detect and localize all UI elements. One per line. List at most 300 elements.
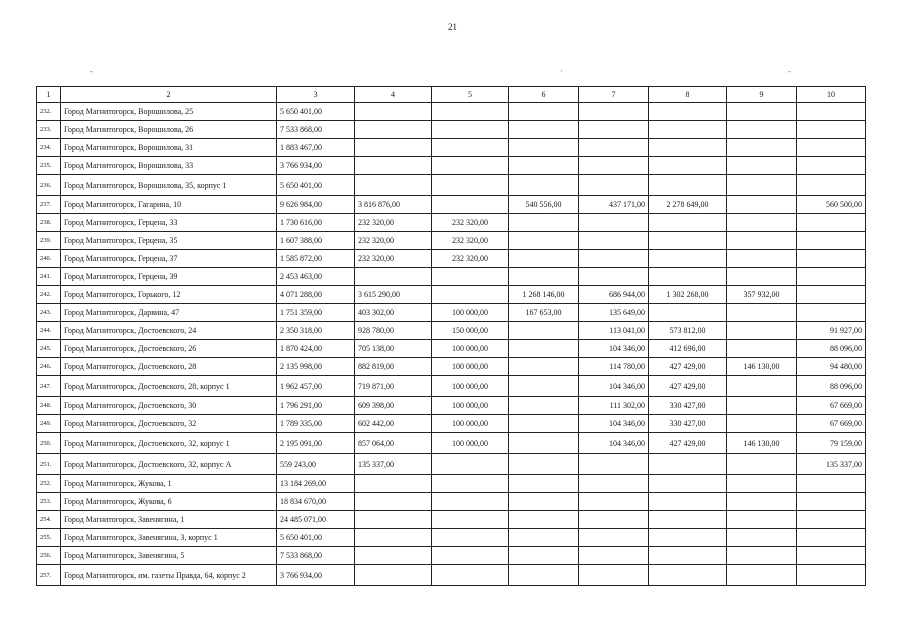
col3-cell: 2 350 318,00	[277, 322, 355, 340]
col3-cell: 5 650 401,00	[277, 175, 355, 196]
header-cell: 3	[277, 87, 355, 103]
data-table	[36, 86, 866, 586]
col6-cell	[509, 529, 579, 547]
col5-cell	[432, 196, 509, 214]
col9-cell	[727, 415, 797, 433]
col8-cell	[649, 547, 727, 565]
col6-cell	[509, 547, 579, 565]
row-number: 241.	[37, 268, 61, 286]
col9-cell	[727, 565, 797, 586]
col9-cell	[727, 454, 797, 475]
row-number: 254.	[37, 511, 61, 529]
col5-cell: 100 000,00	[432, 340, 509, 358]
col3-cell: 1 607 388,00	[277, 232, 355, 250]
address-cell: Город Магнитогорск, Завенягина, 5	[61, 547, 277, 565]
col6-cell	[509, 322, 579, 340]
header-cell: 7	[579, 87, 649, 103]
table-row	[37, 250, 866, 268]
row-number: 251.	[37, 454, 61, 475]
col3-cell: 2 135 998,00	[277, 358, 355, 376]
col10-cell: 91 927,00	[797, 322, 866, 340]
col9-cell: 146 130,00	[727, 358, 797, 376]
col5-cell	[432, 175, 509, 196]
col5-cell	[432, 139, 509, 157]
col5-cell	[432, 121, 509, 139]
header-cell: 6	[509, 87, 579, 103]
row-number: 239.	[37, 232, 61, 250]
col3-cell: 24 485 071,00	[277, 511, 355, 529]
col6-cell	[509, 103, 579, 121]
col8-cell: 330 427,00	[649, 397, 727, 415]
col10-cell: 94 480,00	[797, 358, 866, 376]
address-cell: Город Магнитогорск, Достоевского, 28	[61, 358, 277, 376]
table-row	[37, 475, 866, 493]
row-number: 256.	[37, 547, 61, 565]
header-cell: 1	[37, 87, 61, 103]
col3-cell: 559 243,00	[277, 454, 355, 475]
col9-cell	[727, 103, 797, 121]
table-row	[37, 322, 866, 340]
col6-cell	[509, 157, 579, 175]
col6-cell	[509, 250, 579, 268]
col10-cell: 67 669,00	[797, 415, 866, 433]
address-cell: Город Магнитогорск, Ворошилова, 33	[61, 157, 277, 175]
col10-cell	[797, 475, 866, 493]
table-row	[37, 547, 866, 565]
col4-cell: 232 320,00	[355, 250, 432, 268]
col4-cell	[355, 103, 432, 121]
col3-cell: 2 195 091,00	[277, 433, 355, 454]
col8-cell: 573 812,00	[649, 322, 727, 340]
header-cell: 10	[797, 87, 866, 103]
col8-cell	[649, 493, 727, 511]
col6-cell	[509, 454, 579, 475]
col8-cell	[649, 565, 727, 586]
col9-cell	[727, 376, 797, 397]
row-number: 236.	[37, 175, 61, 196]
col8-cell	[649, 175, 727, 196]
col10-cell	[797, 565, 866, 586]
table-row	[37, 214, 866, 232]
col5-cell	[432, 268, 509, 286]
col6-cell	[509, 493, 579, 511]
col10-cell: 560 500,00	[797, 196, 866, 214]
col8-cell: 427 429,00	[649, 433, 727, 454]
row-number: 233.	[37, 121, 61, 139]
col3-cell: 1 883 467,00	[277, 139, 355, 157]
col9-cell	[727, 250, 797, 268]
col9-cell	[727, 547, 797, 565]
col7-cell	[579, 547, 649, 565]
col8-cell	[649, 475, 727, 493]
col9-cell	[727, 196, 797, 214]
col10-cell: 135 337,00	[797, 454, 866, 475]
header-cell: 8	[649, 87, 727, 103]
col7-cell	[579, 565, 649, 586]
col3-cell: 3 766 934,00	[277, 565, 355, 586]
table-row	[37, 340, 866, 358]
row-number: 245.	[37, 340, 61, 358]
col8-cell	[649, 250, 727, 268]
row-number: 253.	[37, 493, 61, 511]
col10-cell: 79 159,00	[797, 433, 866, 454]
col7-cell: 437 171,00	[579, 196, 649, 214]
col3-cell: 1 870 424,00	[277, 340, 355, 358]
col6-cell	[509, 121, 579, 139]
row-number: 257.	[37, 565, 61, 586]
col5-cell	[432, 454, 509, 475]
col5-cell	[432, 157, 509, 175]
table-row	[37, 157, 866, 175]
address-cell: Город Магнитогорск, Жукова, 6	[61, 493, 277, 511]
table-row	[37, 286, 866, 304]
col9-cell	[727, 232, 797, 250]
scan-mark: -	[788, 66, 791, 76]
col3-cell: 4 071 288,00	[277, 286, 355, 304]
col6-cell	[509, 139, 579, 157]
col4-cell	[355, 475, 432, 493]
row-number: 248.	[37, 397, 61, 415]
col5-cell: 100 000,00	[432, 433, 509, 454]
col10-cell	[797, 157, 866, 175]
col4-cell: 3 816 876,00	[355, 196, 432, 214]
col3-cell: 18 834 670,00	[277, 493, 355, 511]
address-cell: Город Магнитогорск, Гагарина, 10	[61, 196, 277, 214]
row-number: 238.	[37, 214, 61, 232]
address-cell: Город Магнитогорск, Завенягина, 1	[61, 511, 277, 529]
table-row	[37, 433, 866, 454]
row-number: 240.	[37, 250, 61, 268]
col8-cell	[649, 454, 727, 475]
col7-cell	[579, 139, 649, 157]
col6-cell	[509, 358, 579, 376]
col10-cell	[797, 250, 866, 268]
col3-cell: 13 184 269,00	[277, 475, 355, 493]
address-cell: Город Магнитогорск, Достоевского, 32, корпус А	[61, 454, 277, 475]
row-number: 242.	[37, 286, 61, 304]
table-row	[37, 454, 866, 475]
table-row	[37, 358, 866, 376]
col10-cell: 88 096,00	[797, 376, 866, 397]
col7-cell	[579, 493, 649, 511]
col7-cell	[579, 475, 649, 493]
col5-cell: 100 000,00	[432, 397, 509, 415]
col9-cell	[727, 268, 797, 286]
col8-cell: 427 429,00	[649, 376, 727, 397]
col10-cell	[797, 175, 866, 196]
col5-cell	[432, 529, 509, 547]
row-number: 232.	[37, 103, 61, 121]
col10-cell: 67 669,00	[797, 397, 866, 415]
address-cell: Город Магнитогорск, Герцена, 37	[61, 250, 277, 268]
col10-cell	[797, 304, 866, 322]
col5-cell	[432, 475, 509, 493]
col7-cell: 104 346,00	[579, 376, 649, 397]
address-cell: Город Магнитогорск, Достоевского, 32	[61, 415, 277, 433]
col6-cell	[509, 415, 579, 433]
col9-cell	[727, 475, 797, 493]
row-number: 237.	[37, 196, 61, 214]
col4-cell: 719 871,00	[355, 376, 432, 397]
col6-cell	[509, 214, 579, 232]
col3-cell: 9 626 984,00	[277, 196, 355, 214]
col6-cell	[509, 175, 579, 196]
address-cell: Город Магнитогорск, Достоевского, 30	[61, 397, 277, 415]
col8-cell	[649, 268, 727, 286]
col7-cell: 104 346,00	[579, 433, 649, 454]
col8-cell: 412 696,00	[649, 340, 727, 358]
col4-cell	[355, 511, 432, 529]
row-number: 234.	[37, 139, 61, 157]
col7-cell	[579, 175, 649, 196]
col9-cell	[727, 175, 797, 196]
col7-cell: 111 302,00	[579, 397, 649, 415]
row-number: 250.	[37, 433, 61, 454]
col4-cell: 3 615 290,00	[355, 286, 432, 304]
col7-cell	[579, 250, 649, 268]
col6-cell	[509, 268, 579, 286]
col8-cell	[649, 103, 727, 121]
scan-mark: ·	[560, 66, 563, 76]
table-row	[37, 121, 866, 139]
header-row	[37, 87, 866, 103]
col8-cell	[649, 511, 727, 529]
row-number: 255.	[37, 529, 61, 547]
col10-cell	[797, 511, 866, 529]
address-cell: Город Магнитогорск, Герцена, 39	[61, 268, 277, 286]
row-number: 235.	[37, 157, 61, 175]
col5-cell: 232 320,00	[432, 214, 509, 232]
col4-cell: 705 138,00	[355, 340, 432, 358]
address-cell: Город Магнитогорск, Горького, 12	[61, 286, 277, 304]
table-row	[37, 415, 866, 433]
address-cell: Город Магнитогорск, им. газеты Правда, 64, корпус 2	[61, 565, 277, 586]
table-row	[37, 565, 866, 586]
col3-cell: 1 962 457,00	[277, 376, 355, 397]
col3-cell: 2 453 463,00	[277, 268, 355, 286]
table-row	[37, 511, 866, 529]
col10-cell	[797, 547, 866, 565]
table-row	[37, 376, 866, 397]
col10-cell	[797, 232, 866, 250]
col7-cell: 686 944,00	[579, 286, 649, 304]
col4-cell	[355, 493, 432, 511]
col6-cell	[509, 475, 579, 493]
address-cell: Город Магнитогорск, Завенягина, 3, корпус 1	[61, 529, 277, 547]
col5-cell	[432, 547, 509, 565]
col6-cell	[509, 397, 579, 415]
col10-cell: 88 096,00	[797, 340, 866, 358]
col10-cell	[797, 103, 866, 121]
col5-cell	[432, 493, 509, 511]
col5-cell	[432, 511, 509, 529]
col3-cell: 5 650 401,00	[277, 529, 355, 547]
col9-cell	[727, 511, 797, 529]
col5-cell: 100 000,00	[432, 304, 509, 322]
col6-cell	[509, 232, 579, 250]
row-number: 247.	[37, 376, 61, 397]
col10-cell	[797, 214, 866, 232]
header-cell: 2	[61, 87, 277, 103]
col6-cell: 167 653,00	[509, 304, 579, 322]
col6-cell	[509, 511, 579, 529]
col6-cell: 1 268 146,00	[509, 286, 579, 304]
col4-cell: 135 337,00	[355, 454, 432, 475]
row-number: 249.	[37, 415, 61, 433]
col3-cell: 1 730 616,00	[277, 214, 355, 232]
col10-cell	[797, 121, 866, 139]
col5-cell: 100 000,00	[432, 415, 509, 433]
col9-cell: 146 130,00	[727, 433, 797, 454]
table-row	[37, 175, 866, 196]
col9-cell	[727, 214, 797, 232]
col8-cell	[649, 232, 727, 250]
col6-cell	[509, 433, 579, 454]
col4-cell: 609 398,00	[355, 397, 432, 415]
table-row	[37, 397, 866, 415]
table-row	[37, 139, 866, 157]
page-number: 21	[448, 22, 457, 32]
scan-mark: -	[90, 66, 93, 76]
col8-cell	[649, 214, 727, 232]
col4-cell	[355, 547, 432, 565]
col7-cell: 104 346,00	[579, 415, 649, 433]
row-number: 243.	[37, 304, 61, 322]
col3-cell: 7 533 868,00	[277, 547, 355, 565]
col7-cell	[579, 268, 649, 286]
col9-cell	[727, 397, 797, 415]
address-cell: Город Магнитогорск, Достоевского, 26	[61, 340, 277, 358]
col9-cell	[727, 322, 797, 340]
col8-cell: 2 278 649,00	[649, 196, 727, 214]
col7-cell	[579, 529, 649, 547]
col7-cell	[579, 121, 649, 139]
col9-cell	[727, 340, 797, 358]
col6-cell	[509, 340, 579, 358]
col4-cell: 882 819,00	[355, 358, 432, 376]
col3-cell: 1 796 291,00	[277, 397, 355, 415]
col4-cell	[355, 175, 432, 196]
col4-cell	[355, 121, 432, 139]
address-cell: Город Магнитогорск, Герцена, 33	[61, 214, 277, 232]
col7-cell	[579, 511, 649, 529]
col8-cell	[649, 304, 727, 322]
col7-cell: 113 041,00	[579, 322, 649, 340]
col6-cell	[509, 565, 579, 586]
col8-cell: 427 429,00	[649, 358, 727, 376]
row-number: 246.	[37, 358, 61, 376]
col9-cell: 357 932,00	[727, 286, 797, 304]
col7-cell	[579, 454, 649, 475]
table-row	[37, 232, 866, 250]
col3-cell: 1 789 335,00	[277, 415, 355, 433]
col10-cell	[797, 529, 866, 547]
col5-cell	[432, 286, 509, 304]
col5-cell: 100 000,00	[432, 358, 509, 376]
header-cell: 9	[727, 87, 797, 103]
col4-cell: 602 442,00	[355, 415, 432, 433]
col4-cell	[355, 268, 432, 286]
row-number: 252.	[37, 475, 61, 493]
table-row	[37, 103, 866, 121]
header-cell: 4	[355, 87, 432, 103]
row-number: 244.	[37, 322, 61, 340]
col5-cell	[432, 103, 509, 121]
col7-cell: 135 649,00	[579, 304, 649, 322]
col4-cell: 232 320,00	[355, 214, 432, 232]
col9-cell	[727, 139, 797, 157]
address-cell: Город Магнитогорск, Ворошилова, 35, корпус 1	[61, 175, 277, 196]
col7-cell: 104 346,00	[579, 340, 649, 358]
col4-cell: 928 780,00	[355, 322, 432, 340]
col8-cell	[649, 139, 727, 157]
col4-cell	[355, 139, 432, 157]
col4-cell: 232 320,00	[355, 232, 432, 250]
col7-cell	[579, 232, 649, 250]
col7-cell: 114 780,00	[579, 358, 649, 376]
col3-cell: 3 766 934,00	[277, 157, 355, 175]
col10-cell	[797, 139, 866, 157]
col5-cell: 232 320,00	[432, 250, 509, 268]
col4-cell	[355, 565, 432, 586]
address-cell: Город Магнитогорск, Жукова, 1	[61, 475, 277, 493]
address-cell: Город Магнитогорск, Дарвина, 47	[61, 304, 277, 322]
table-row	[37, 493, 866, 511]
col7-cell	[579, 214, 649, 232]
col9-cell	[727, 121, 797, 139]
col6-cell	[509, 376, 579, 397]
col10-cell	[797, 493, 866, 511]
header-cell: 5	[432, 87, 509, 103]
col8-cell: 1 302 268,00	[649, 286, 727, 304]
col7-cell	[579, 157, 649, 175]
col3-cell: 7 533 868,00	[277, 121, 355, 139]
col6-cell: 540 556,00	[509, 196, 579, 214]
col5-cell: 232 320,00	[432, 232, 509, 250]
col8-cell	[649, 529, 727, 547]
col3-cell: 5 650 401,00	[277, 103, 355, 121]
col7-cell	[579, 103, 649, 121]
col4-cell	[355, 157, 432, 175]
col9-cell	[727, 529, 797, 547]
col3-cell: 1 751 359,00	[277, 304, 355, 322]
col9-cell	[727, 157, 797, 175]
table-row	[37, 196, 866, 214]
col9-cell	[727, 304, 797, 322]
address-cell: Город Магнитогорск, Достоевского, 32, корпус 1	[61, 433, 277, 454]
table-row	[37, 268, 866, 286]
address-cell: Город Магнитогорск, Достоевского, 24	[61, 322, 277, 340]
col9-cell	[727, 493, 797, 511]
address-cell: Город Магнитогорск, Ворошилова, 31	[61, 139, 277, 157]
col5-cell	[432, 565, 509, 586]
table-row	[37, 529, 866, 547]
address-cell: Город Магнитогорск, Ворошилова, 26	[61, 121, 277, 139]
table-row	[37, 304, 866, 322]
col10-cell	[797, 268, 866, 286]
col4-cell: 403 302,00	[355, 304, 432, 322]
address-cell: Город Магнитогорск, Достоевского, 28, корпус 1	[61, 376, 277, 397]
address-cell: Город Магнитогорск, Герцена, 35	[61, 232, 277, 250]
col4-cell	[355, 529, 432, 547]
col10-cell	[797, 286, 866, 304]
col5-cell: 150 000,00	[432, 322, 509, 340]
address-cell: Город Магнитогорск, Ворошилова, 25	[61, 103, 277, 121]
col5-cell: 100 000,00	[432, 376, 509, 397]
col3-cell: 1 585 872,00	[277, 250, 355, 268]
col8-cell: 330 427,00	[649, 415, 727, 433]
col8-cell	[649, 157, 727, 175]
